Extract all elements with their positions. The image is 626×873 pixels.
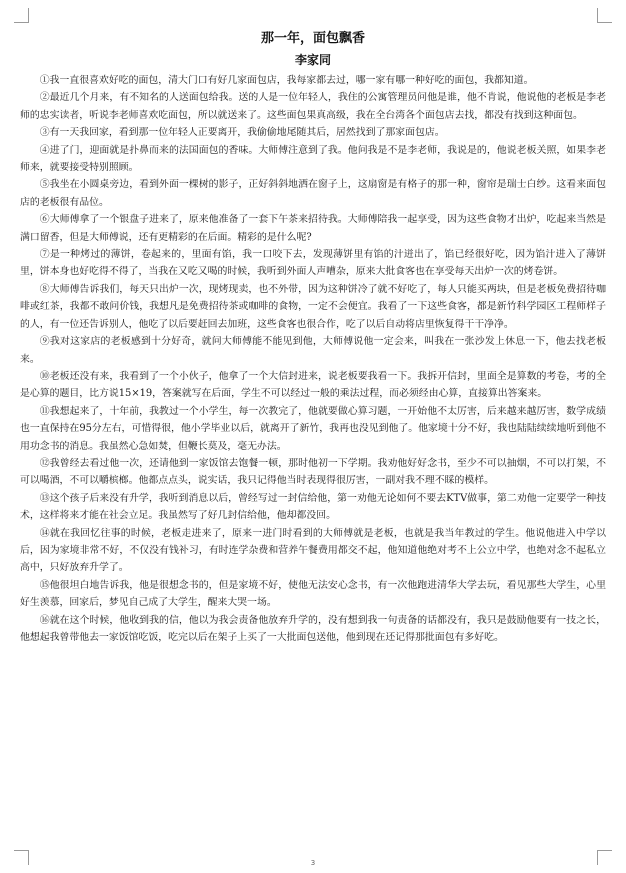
article-paragraph: ⑫我曾经去看过他一次，还请他到一家饭馆去饱餐一顿，那时他初一下学期。我劝他好好念书，至少不可以抽烟，不可以打架，不可以喝酒，不可以嚼槟榔。他都点点头，说实话，我只记得他当时表现得很厉害，一副对我不理不睬的模样。 [20, 457, 606, 487]
crop-mark-top-left [14, 8, 29, 23]
article-paragraph: ⑯就在这个时候，他收到我的信，他以为我会责备他放弃升学的，没有想到我一句责备的话都没有，我只是鼓励他要有一技之长，他想起我曾带他去一家饭馆吃饭，吃完以后在架子上买了一大批面包送他，他到现在还记得那批面包有多好吃。 [20, 614, 606, 643]
article-paragraph: ②最近几个月来，有不知名的人送面包给我。送的人是一位年轻人，我住的公寓管理员问他是谁，他不肯说，他说他的老板是李老师的忠实读者，听说李老师喜欢吃面包，所以就送来了。这些面包果真高级，我在全台湾各个面包店去找，都没有找到这种面包。 [20, 92, 606, 121]
page-number: 3 [310, 859, 316, 867]
article-paragraph: ⑥大师傅拿了一个银盘子进来了，原来他准备了一套下午茶来招待我。大师傅陪我一起享受，因为这些食物才出炉，吃起来当然是满口留香，但是大师傅说，还有更精彩的在后面。精彩的是什么呢? [20, 214, 606, 243]
article-paragraph: ①我一直很喜欢好吃的面包，清大门口有好几家面包店，我每家都去过，哪一家有哪一种好吃的面包，我都知道。 [39, 75, 534, 86]
article-paragraph: ⑬这个孩子后来没有升学，我听到消息以后，曾经写过一封信给他，第一劝他无论如何不要去KTV做事，第二劝他一定要学一种技术，这样将来才能在社会立足。我虽然写了好几封信给他，他却都没回。 [20, 492, 606, 522]
article-paragraph: ⑩老板还没有来，我看到了一个小伙子，他拿了一个大信封进来，说老板要我看一下。我拆开信封，里面全是算数的考卷，考的全是心算的题目，比方说15×19，答案就写在后面，学生不可以经过一般的乘法过程，而必须经由心算，直接算出答案来。 [20, 370, 606, 400]
article-paragraph: ⑧大师傅告诉我们，每天只出炉一次，现烤现卖，也不外带，因为这种饼冷了就不好吃了，每人只能买两块，但是老板免费招待咖啡或红茶，我都不敢问价钱，我想凡是免费招待茶或咖啡的食物，一定不会便宜。我看了一下这些食客，都是新竹科学园区工程师样子的人，有一位还告诉别人，他吃了以后要赶回去加班，这些食客也很合作，吃了以后自动将店里恢复得干干净净。 [20, 283, 606, 330]
article-paragraph: ④进了门，迎面就是扑鼻而来的法国面包的香味。大师傅注意到了我。他问我是不是李老师，我说是的，他说老板关照，如果李老师来，就要接受特别照顾。 [20, 144, 606, 174]
article-body [20, 72, 606, 646]
crop-mark-top-right [597, 8, 612, 23]
article-paragraph: ⑭就在我回忆往事的时候，老板走进来了，原来一进门时看到的大师傅就是老板，也就是我当年教过的学生。他说他进入中学以后，因为家境非常不好，不仅没有钱补习，有时连学杂费和营养午餐费用都交不起，他知道他绝对考不上公立中学，也绝对念不起私立高中，只好放弃升学了。 [20, 527, 606, 574]
article-paragraph: ⑨我对这家店的老板感到十分好奇，就问大师傅能不能见到他，大师傅说他一定会来，叫我在一张沙发上休息一下，他去找老板来。 [20, 336, 606, 365]
article-author: 李家同 [294, 53, 331, 67]
article-paragraph: ⑪我想起来了，十年前，我教过一个小学生，每一次教完了，他就要做心算习题，一开始他不太厉害，后来越来越厉害，数学成绩也一直保持在95分左右，可惜得很，他小学毕业以后，就离开了新竹，我再也没见到他了。他家境十分不好，我也陆陆续续地听到他不用功念书的消息。我虽然心急如焚，但鞭长莫及，毫无办法。 [20, 405, 606, 452]
article-paragraph: ③有一天我回家，看到那一位年轻人正要离开，我偷偷地尾随其后，居然找到了那家面包店。 [39, 127, 445, 139]
article-paragraph: ⑮他很坦白地告诉我，他是很想念书的，但是家境不好，使他无法安心念书，有一次他跑进清华大学去玩，看见那些大学生，心里好生羡慕，回家后，梦见自己成了大学生，醒来大哭一场。 [20, 579, 606, 609]
article-paragraph: ⑤我坐在小圆桌旁边，看到外面一棵树的影子，正好斜斜地洒在窗子上，这扇窗是有格子的那一种，窗帘是瑞士白纱。这看来面包店的老板很有品位。 [20, 179, 606, 208]
article-title: 那一年，面包飘香 [260, 31, 365, 46]
article [20, 30, 606, 646]
article-paragraph: ⑦是一种烤过的薄饼，卷起来的，里面有馅，我一口咬下去，发现薄饼里有馅的汁迸出了，馅已经很好吃，因为馅汁进入了薄饼里，饼本身也好吃得不得了，当我在又吃又喝的时候，我听到外面人声嘈杂，原来大批食客也在享受每天出炉一次的烤卷饼。 [20, 249, 606, 278]
